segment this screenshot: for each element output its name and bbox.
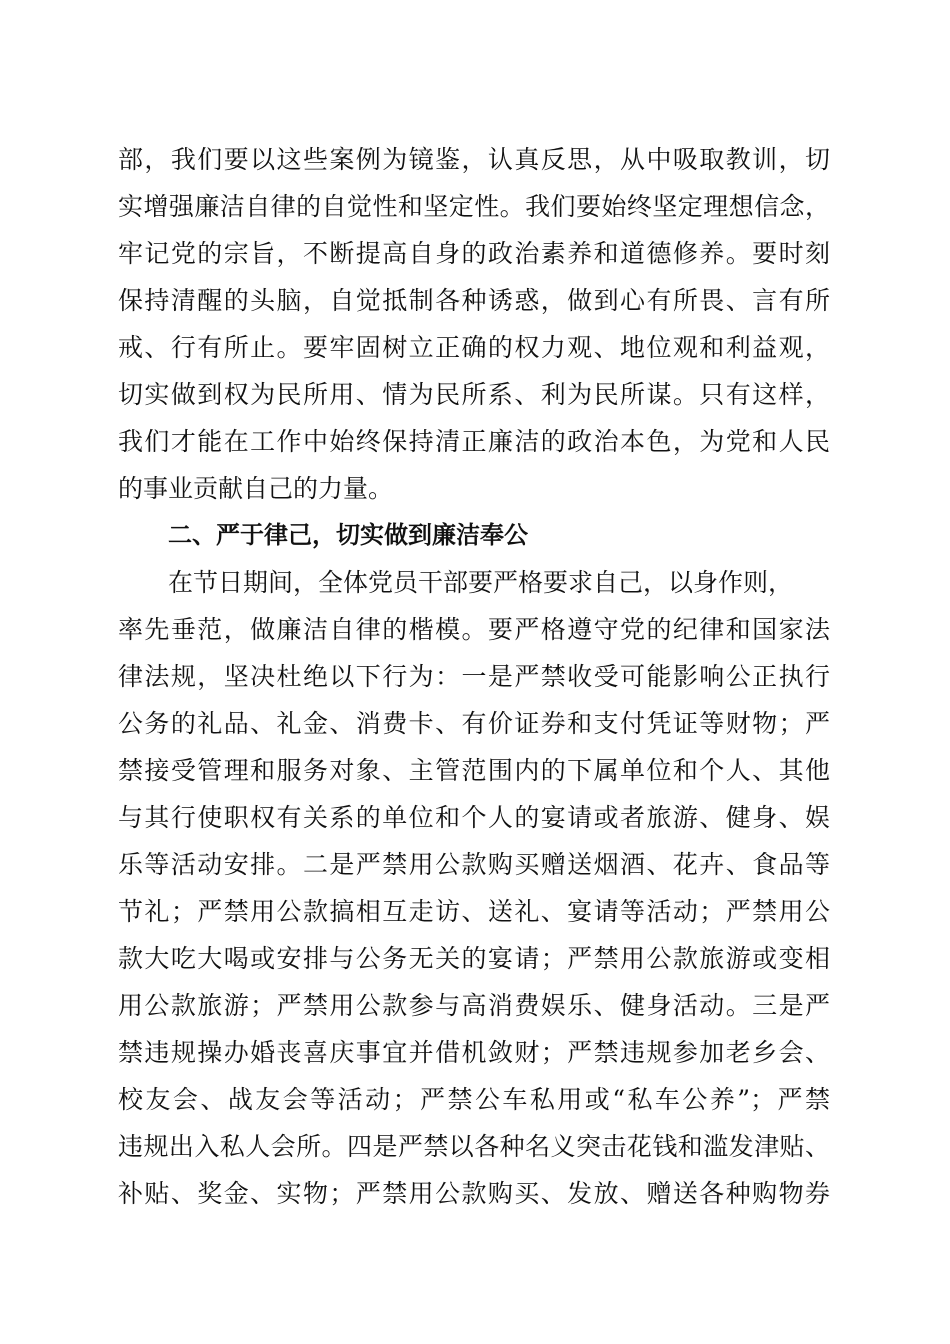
paragraph-line: 用公款旅游；严禁用公款参与高消费娱乐、健身活动。三是严 (118, 991, 830, 1020)
paragraph-line: 乐等活动安排。二是严禁用公款购买赠送烟酒、花卉、食品等 (118, 850, 830, 879)
paragraph-line: 保持清醒的头脑，自觉抵制各种诱惑，做到心有所畏、言有所 (118, 286, 830, 315)
paragraph-line: 我们才能在工作中始终保持清正廉洁的政治本色，为党和人民 (118, 427, 830, 456)
paragraph-line: 校友会、战友会等活动；严禁公车私用或“私车公养”；严禁 (118, 1085, 830, 1114)
paragraph-line: 在节日期间，全体党员干部要严格要求自己，以身作则， (168, 568, 794, 597)
section-heading: 二、严于律己，切实做到廉洁奉公 (168, 521, 528, 549)
paragraph-line: 与其行使职权有关系的单位和个人的宴请或者旅游、健身、娱 (118, 803, 830, 832)
paragraph-line: 的事业贡献自己的力量。 (118, 474, 394, 503)
paragraph-line: 禁接受管理和服务对象、主管范围内的下属单位和个人、其他 (118, 756, 830, 785)
paragraph-line: 款大吃大喝或安排与公务无关的宴请；严禁用公款旅游或变相 (118, 944, 830, 973)
paragraph-line: 实增强廉洁自律的自觉性和坚定性。我们要始终坚定理想信念， (118, 192, 830, 221)
paragraph-line: 公务的礼品、礼金、消费卡、有价证券和支付凭证等财物；严 (118, 709, 830, 738)
paragraph-line: 补贴、奖金、实物；严禁用公款购买、发放、赠送各种购物券 (118, 1179, 830, 1208)
paragraph-line: 切实做到权为民所用、情为民所系、利为民所谋。只有这样， (118, 380, 830, 409)
paragraph-line: 违规出入私人会所。四是严禁以各种名义突击花钱和滥发津贴、 (118, 1132, 830, 1161)
paragraph-line: 牢记党的宗旨，不断提高自身的政治素养和道德修养。要时刻 (118, 239, 830, 268)
paragraph-line: 戒、行有所止。要牢固树立正确的权力观、地位观和利益观， (118, 333, 830, 362)
paragraph-line: 节礼；严禁用公款搞相互走访、送礼、宴请等活动；严禁用公 (118, 897, 830, 926)
paragraph-line: 禁违规操办婚丧喜庆事宜并借机敛财；严禁违规参加老乡会、 (118, 1038, 830, 1067)
paragraph-line: 律法规，坚决杜绝以下行为：一是严禁收受可能影响公正执行 (118, 662, 830, 691)
paragraph-line: 部，我们要以这些案例为镜鉴，认真反思，从中吸取教训，切 (118, 145, 830, 174)
paragraph-line: 率先垂范，做廉洁自律的楷模。要严格遵守党的纪律和国家法 (118, 615, 830, 644)
